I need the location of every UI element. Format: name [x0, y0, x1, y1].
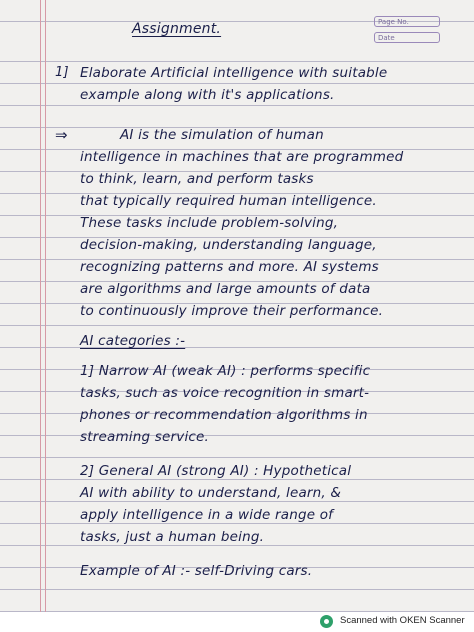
answer-arrow-icon: ⇒ [55, 126, 68, 144]
general-ai-line: apply intelligence in a wide range of [80, 507, 334, 523]
narrow-ai-line: streaming service. [80, 429, 210, 445]
scanner-footer [0, 612, 474, 632]
answer-line: AI is the simulation of human [120, 127, 324, 143]
answer-line: intelligence in machines that are programmed [80, 149, 404, 165]
question-line: example along with it's applications. [80, 87, 335, 103]
question-line: Elaborate Artificial intelligence with suitable [80, 65, 388, 81]
question-number: 1] [55, 65, 69, 80]
margin-line [40, 0, 41, 612]
answer-line: to continuously improve their performance. [80, 303, 384, 319]
answer-line: are algorithms and large amounts of data [80, 281, 371, 297]
narrow-ai-line: phones or recommendation algorithms in [80, 407, 368, 423]
narrow-ai-line: 1] Narrow AI (weak AI) : performs specific [80, 363, 371, 379]
categories-heading: AI categories :- [80, 333, 186, 349]
answer-line: to think, learn, and perform tasks [80, 171, 314, 187]
answer-line: decision-making, understanding language, [80, 237, 377, 253]
general-ai-line: 2] General AI (strong AI) : Hypothetical [80, 463, 352, 479]
example-line: Example of AI :- self-Driving cars. [80, 563, 313, 579]
general-ai-line: AI with ability to understand, learn, & [80, 485, 342, 501]
answer-line: that typically required human intelligence. [80, 193, 377, 209]
page-stamp [374, 8, 448, 44]
page-title: Assignment. [132, 21, 222, 37]
general-ai-line: tasks, just a human being. [80, 529, 265, 545]
scanner-text: Scanned with OKEN Scanner [340, 615, 465, 626]
date-field: Date [374, 32, 440, 43]
page-no-field: Page No. [374, 16, 440, 27]
answer-line: These tasks include problem-solving, [80, 215, 339, 231]
narrow-ai-line: tasks, such as voice recognition in smart- [80, 385, 370, 401]
answer-line: recognizing patterns and more. AI systems [80, 259, 379, 275]
scanner-logo-icon [320, 615, 333, 628]
margin-line [45, 0, 46, 612]
